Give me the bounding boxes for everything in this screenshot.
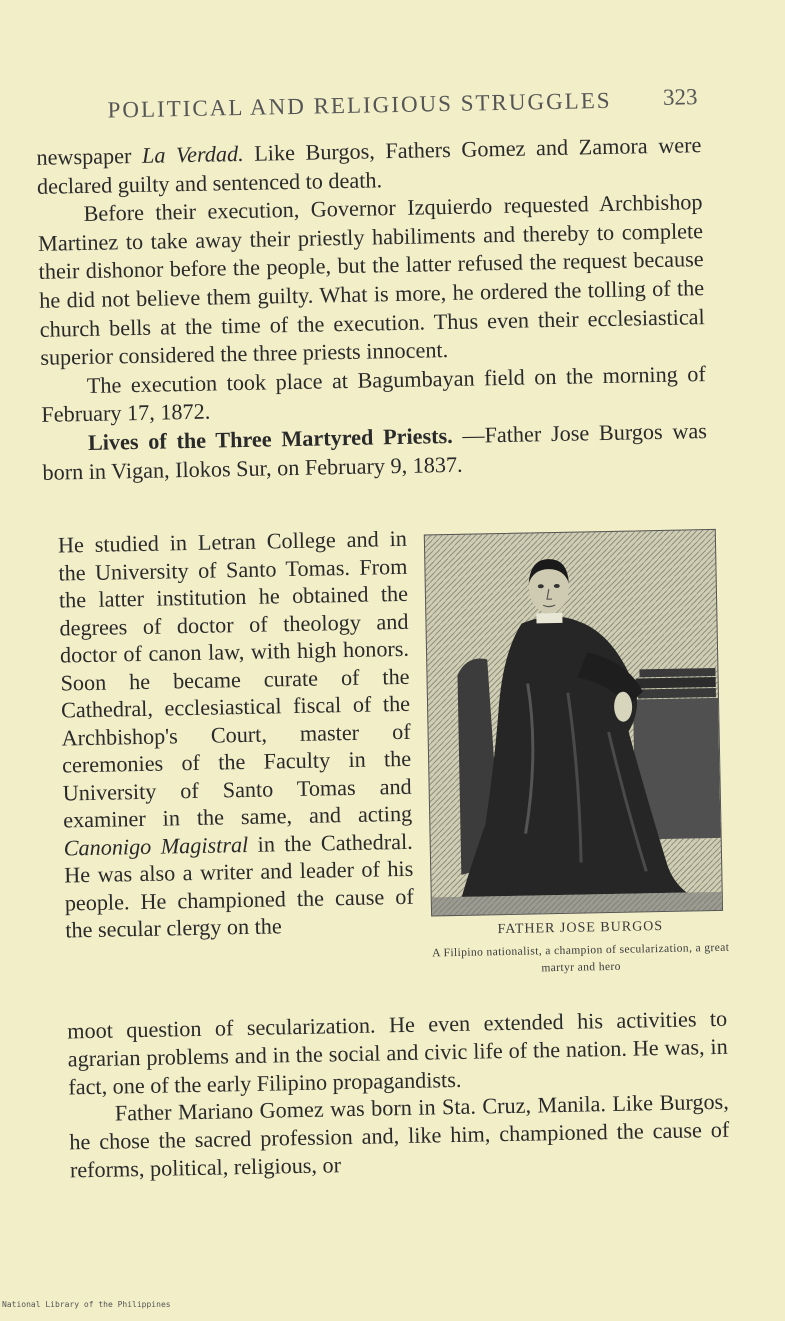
running-title: POLITICAL AND RELIGIOUS STRUGGLES — [107, 87, 612, 123]
paragraph-execution-request: Before their execution, Governor Izquierdo requested Archbishop Martinez to take away their priestly habiliments and thereby to complete their dishonor before the people, but the latter refused the request because he did not believe them guilty. What is more, he ordered the tolling of the church bells at the time of the execution. Thus even their ecclesiastical superior considered the three priests innocent. — [37, 189, 705, 371]
paragraph-gomez: Father Mariano Gomez was born in Sta. Cruz, Manila. Like Burgos, he chose the sacred profession and, like him, championed the cause of reforms, political, religious, or — [69, 1089, 730, 1183]
collar — [536, 613, 562, 623]
top-text-block — [36, 131, 707, 487]
book-middle — [636, 677, 716, 689]
library-credit: National Library of the Philippines — [2, 1300, 171, 1309]
burgos-biography-column: He studied in Letran College and in the University of Santo Tomas. From the latter institution he obtained the degrees of doctor of theology and doctor of canon law, with high honors. Soon he became curate of the Cathedral, ecclesiastical fiscal of the Archbishop's Court, master of ceremonies of the Faculty in the University of Santo Tomas and examiner in the same, and acting Canonigo Magistral in the Cathedral. He was also a writer and leader of his people. He championed the cause of the secular clergy on the — [57, 525, 414, 943]
caption-text: A Filipino nationalist, a champion of secularization, a great martyr and hero — [432, 941, 730, 975]
title-canonigo-magistral: Canonigo Magistral — [63, 831, 249, 860]
book-bottom — [638, 688, 716, 698]
paragraph-verdict: newspaper La Verdad. Like Burgos, Fathers Gomez and Zamora were declared guilty and sentenced to death. — [36, 132, 702, 199]
caption-title: FATHER JOSE BURGOS — [497, 919, 664, 938]
portrait-drawing — [425, 530, 722, 915]
page-number: 323 — [662, 84, 698, 110]
section-heading: Lives of the Three Martyred Priests. — [87, 422, 453, 455]
paragraph-execution-date: The execution took place at Bagumbayan field on the morning of February 17, 1872. — [41, 360, 706, 428]
paragraph-martyred-priests: Lives of the Three Martyred Priests. —Father Jose Burgos was born in Vigan, Ilokos Sur, on February 9, 1837. — [42, 418, 708, 485]
running-head — [107, 80, 698, 131]
bottom-text-block — [67, 1005, 730, 1184]
portrait-illustration — [424, 529, 723, 917]
book-top — [639, 668, 715, 677]
newspaper-title: La Verdad. — [141, 140, 244, 168]
figure-caption — [430, 918, 731, 980]
paragraph-secularization: moot question of secularization. He even extended his activities to agrarian problems and in the social and civic life of the nation. He was, in fact, one of the early Filipino propagandists. — [67, 1005, 728, 1100]
